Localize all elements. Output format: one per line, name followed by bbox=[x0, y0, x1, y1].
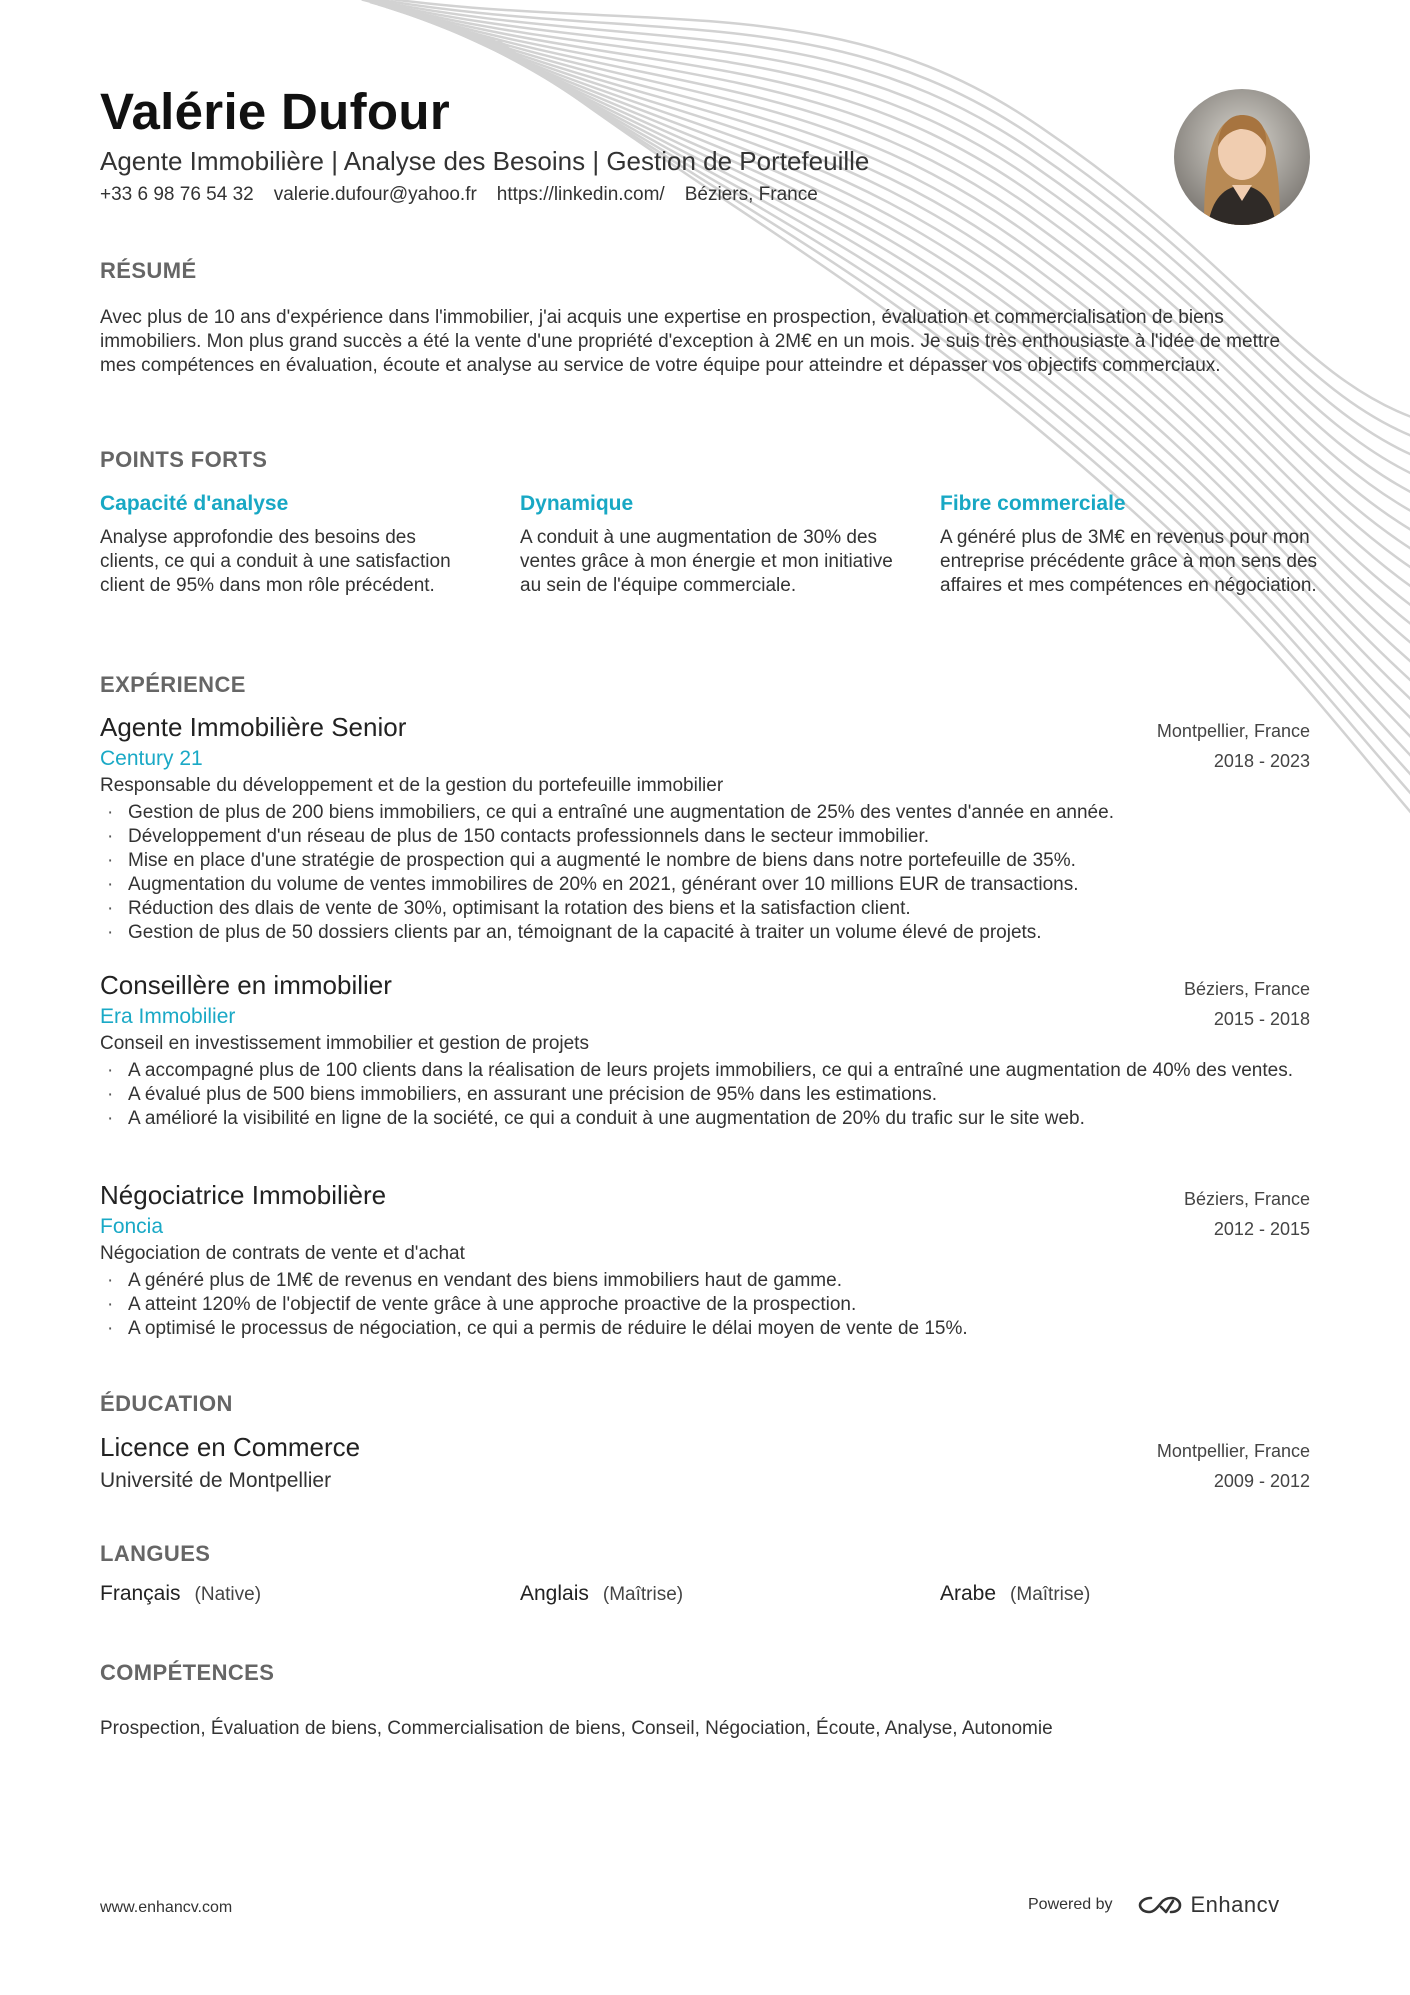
wave-line bbox=[346, 0, 1410, 458]
strength-text: A généré plus de 3M€ en revenus pour mon entreprise précédente grâce à mon sens des affaires et mes compétences en négociation. bbox=[940, 527, 1318, 596]
job-meta bbox=[1184, 974, 1310, 1034]
strength-item bbox=[940, 492, 1320, 598]
job-location: Béziers, France bbox=[1183, 979, 1310, 999]
list-item: · A généré plus de 1M€ de revenus en vendant des biens immobiliers haut de gamme. bbox=[100, 1269, 1310, 1293]
job-dates: 2012 - 2015 bbox=[1213, 1219, 1310, 1239]
job-location: Montpellier, France bbox=[1156, 721, 1310, 741]
candidate-headline: Agente Immobilière | Analyse des Besoins | Gestion de Portefeuille bbox=[100, 146, 870, 176]
job-meta bbox=[1157, 716, 1310, 776]
strength-title: Capacité d'analyse bbox=[100, 492, 289, 515]
job-company: Foncia bbox=[100, 1215, 164, 1238]
strength-item bbox=[100, 492, 480, 598]
languages-title: LANGUES bbox=[100, 1541, 211, 1566]
education-title: ÉDUCATION bbox=[100, 1391, 233, 1416]
list-item: · Gestion de plus de 200 biens immobiliers, ce qui a entraîné une augmentation de 25% des ventes d'année en année. bbox=[100, 801, 1310, 825]
job-entry bbox=[100, 712, 1310, 945]
list-item: · A amélioré la visibilité en ligne de la société, ce qui a conduit à une augmentation de 20% du trafic sur le site web. bbox=[100, 1107, 1310, 1131]
linkedin-link[interactable]: https://linkedin.com/ bbox=[496, 184, 665, 205]
education-meta bbox=[1157, 1436, 1310, 1496]
job-dates: 2015 - 2018 bbox=[1213, 1009, 1310, 1029]
wave-line bbox=[354, 0, 1410, 478]
job-bullets bbox=[100, 801, 1310, 945]
job-description: Négociation de contrats de vente et d'achat bbox=[100, 1243, 465, 1264]
footer-website-link[interactable]: www.enhancv.com bbox=[100, 1899, 233, 1916]
list-item: · A atteint 120% de l'objectif de vente grâce à une approche proactive de la prospection. bbox=[100, 1293, 1310, 1317]
strength-title: Fibre commerciale bbox=[940, 492, 1126, 515]
job-role: Négociatrice Immobilière bbox=[100, 1180, 387, 1210]
language-level: (Maîtrise) bbox=[602, 1584, 684, 1605]
list-item: · A optimisé le processus de négociation, ce qui a permis de réduire le délai moyen de vente de 15%. bbox=[100, 1317, 1310, 1341]
enhancv-logo-icon bbox=[1137, 1894, 1183, 1916]
footer-branding bbox=[1028, 1892, 1280, 1918]
skills-title: COMPÉTENCES bbox=[100, 1660, 275, 1685]
brand-name: Enhancv bbox=[1190, 1892, 1280, 1917]
wave-line bbox=[378, 4, 1410, 535]
degree: Licence en Commerce bbox=[100, 1432, 361, 1462]
job-bullets bbox=[100, 1059, 1310, 1131]
job-dates: 2018 - 2023 bbox=[1213, 751, 1310, 771]
skills-list: Prospection, Évaluation de biens, Commercialisation de biens, Conseil, Négociation, Écoute, Analyse, Autonomie bbox=[100, 1718, 1053, 1739]
list-item: · Réduction des dlais de vente de 30%, optimisant la rotation des biens et la satisfaction client. bbox=[100, 897, 1310, 921]
language-item bbox=[940, 1582, 1090, 1606]
job-company: Era Immobilier bbox=[100, 1005, 236, 1028]
summary-title: RÉSUMÉ bbox=[100, 258, 197, 283]
wave-line bbox=[370, 2, 1410, 516]
language-item bbox=[520, 1582, 683, 1606]
candidate-name: Valérie Dufour bbox=[100, 83, 450, 140]
job-role: Agente Immobilière Senior bbox=[100, 712, 407, 742]
list-item: · Mise en place d'une stratégie de prospection qui a augmenté le nombre de biens dans notre portefeuille de 35%. bbox=[100, 849, 1310, 873]
language-level: (Maîtrise) bbox=[1010, 1584, 1091, 1605]
education-dates: 2009 - 2012 bbox=[1213, 1471, 1310, 1491]
education-entry bbox=[100, 1432, 1310, 1493]
job-bullets bbox=[100, 1269, 1310, 1341]
list-item: · Gestion de plus de 50 dossiers clients par an, témoignant de la capacité à traiter un volume élevé de projets. bbox=[100, 921, 1310, 945]
job-location: Béziers, France bbox=[1183, 1189, 1310, 1209]
strength-item bbox=[520, 492, 900, 598]
email-address[interactable]: valerie.dufour@yahoo.fr bbox=[273, 184, 477, 205]
strength-text: A conduit à une augmentation de 30% des ventes grâce à mon énergie et mon initiative au sein de l'équipe commerciale. bbox=[520, 527, 893, 596]
language-name: Anglais bbox=[520, 1582, 589, 1605]
strength-text: Analyse approfondie des besoins des clients, ce qui a conduit à une satisfaction client de 95% dans mon rôle précédent. bbox=[100, 527, 451, 596]
list-item: · A accompagné plus de 100 clients dans la réalisation de leurs projets immobiliers, ce qui a entraîné une augmentation de 40% des ventes. bbox=[100, 1059, 1310, 1083]
wave-line bbox=[386, 7, 1410, 555]
job-meta bbox=[1184, 1184, 1310, 1244]
avatar bbox=[1174, 89, 1310, 225]
enhancv-logo[interactable] bbox=[1137, 1892, 1280, 1918]
job-role: Conseillère en immobilier bbox=[100, 970, 392, 1000]
strength-title: Dynamique bbox=[520, 492, 634, 515]
strengths-title: POINTS FORTS bbox=[100, 447, 268, 472]
language-item bbox=[100, 1582, 261, 1606]
job-entry bbox=[100, 970, 1310, 1131]
education-location: Montpellier, France bbox=[1156, 1441, 1310, 1461]
language-name: Français bbox=[100, 1582, 181, 1605]
summary-text: Avec plus de 10 ans d'expérience dans l'immobilier, j'ai acquis une expertise en prospection, évaluation et commercialisation de biens immobiliers. Mon plus grand succès a été la vente d'une propriété d'exception à 2M€ en un mois. Je suis très enthousiaste à l'idée de mettre mes compétences en évaluation, écoute et analyse au service de votre équipe pour atteindre et dépasser vos objectifs commerciaux. bbox=[100, 307, 1281, 376]
list-item: · A évalué plus de 500 biens immobiliers, en assurant une précision de 95% dans les estimations. bbox=[100, 1083, 1310, 1107]
language-name: Arabe bbox=[940, 1582, 997, 1605]
experience-title: EXPÉRIENCE bbox=[100, 672, 246, 697]
job-entry bbox=[100, 1180, 1310, 1341]
phone-number[interactable]: +33 6 98 76 54 32 bbox=[100, 184, 254, 205]
job-description: Responsable du développement et de la gestion du portefeuille immobilier bbox=[100, 775, 724, 796]
school: Université de Montpellier bbox=[100, 1469, 332, 1492]
contact-info bbox=[100, 184, 818, 206]
location: Béziers, France bbox=[684, 184, 818, 205]
wave-line bbox=[362, 0, 1410, 497]
list-item: · Augmentation du volume de ventes immobilires de 20% en 2021, générant over 10 millions EUR de transactions. bbox=[100, 873, 1310, 897]
powered-by-label: Powered by bbox=[1028, 1896, 1113, 1913]
job-company: Century 21 bbox=[100, 747, 203, 770]
language-level: (Native) bbox=[194, 1584, 262, 1605]
list-item: · Développement d'un réseau de plus de 150 contacts professionnels dans le secteur immobilier. bbox=[100, 825, 1310, 849]
job-description: Conseil en investissement immobilier et gestion de projets bbox=[100, 1033, 589, 1054]
